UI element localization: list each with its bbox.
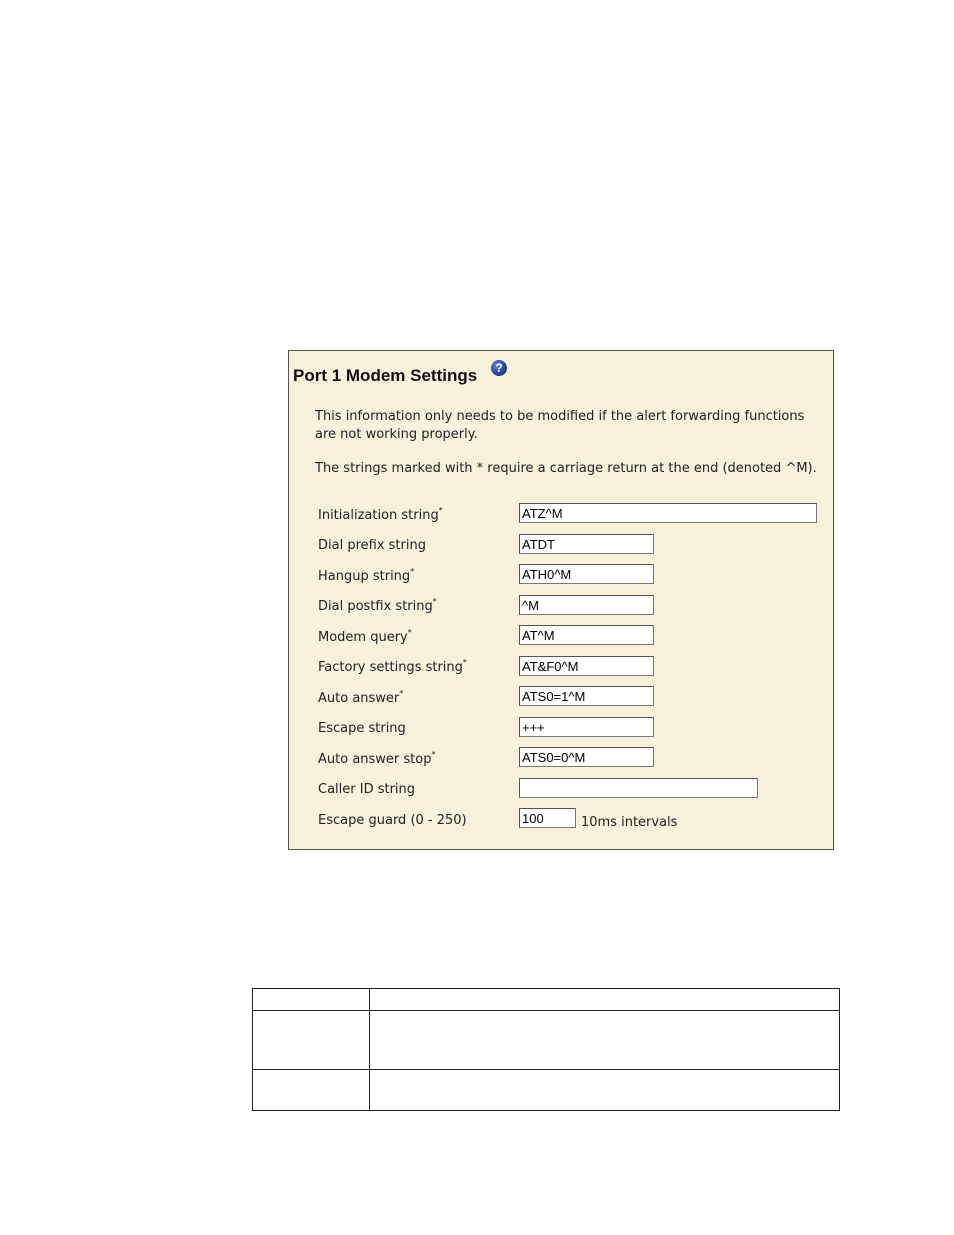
required-asterisk: * xyxy=(399,689,404,698)
caller-id-label: Caller ID string xyxy=(318,782,416,797)
auto-answer-stop-label: Auto answer stop* xyxy=(318,750,436,767)
table-cell xyxy=(253,989,370,1011)
info-text xyxy=(315,408,804,444)
panel-title: Port 1 Modem Settings xyxy=(293,366,478,385)
dial-prefix-input[interactable] xyxy=(519,534,654,554)
escape-guard-label: Escape guard (0 - 250) xyxy=(318,813,467,828)
table-cell xyxy=(253,1070,370,1111)
table-cell xyxy=(370,989,840,1011)
required-asterisk: * xyxy=(410,567,415,576)
hangup-string-label: Hangup string* xyxy=(318,567,415,584)
factory-settings-label: Factory settings string* xyxy=(318,658,467,675)
info-line-2: are not working properly. xyxy=(315,427,478,442)
help-icon[interactable]: ? xyxy=(491,360,507,376)
required-asterisk: * xyxy=(432,597,437,606)
escape-guard-unit: 10ms intervals xyxy=(581,815,678,830)
auto-answer-label: Auto answer* xyxy=(318,689,404,706)
table-cell xyxy=(370,1070,840,1111)
auto-answer-stop-input[interactable] xyxy=(519,747,654,767)
required-asterisk: * xyxy=(431,750,436,759)
auto-answer-input[interactable] xyxy=(519,686,654,706)
table-cell xyxy=(253,1011,370,1070)
init-string-input[interactable] xyxy=(519,503,817,523)
escape-guard-input[interactable] xyxy=(519,808,576,828)
table-cell xyxy=(370,1011,840,1070)
description-table xyxy=(252,988,840,1111)
info-note: The strings marked with * require a carriage return at the end (denoted ^M). xyxy=(315,461,817,476)
modem-query-input[interactable] xyxy=(519,625,654,645)
modem-query-label: Modem query* xyxy=(318,628,412,645)
caller-id-input[interactable] xyxy=(519,778,758,798)
dial-prefix-label: Dial prefix string xyxy=(318,538,426,553)
table-row xyxy=(253,1070,840,1111)
table-row xyxy=(253,1011,840,1070)
required-asterisk: * xyxy=(462,658,467,667)
dial-postfix-input[interactable] xyxy=(519,595,654,615)
hangup-string-input[interactable] xyxy=(519,564,654,584)
required-asterisk: * xyxy=(438,506,443,515)
info-line-1: This information only needs to be modified if the alert forwarding functions xyxy=(315,409,805,424)
escape-string-input[interactable] xyxy=(519,717,654,737)
init-string-label: Initialization string* xyxy=(318,506,443,523)
escape-string-label: Escape string xyxy=(318,721,406,736)
dial-postfix-label: Dial postfix string* xyxy=(318,597,437,614)
modem-settings-panel xyxy=(288,350,834,850)
factory-settings-input[interactable] xyxy=(519,656,654,676)
required-asterisk: * xyxy=(407,628,412,637)
table-row xyxy=(253,989,840,1011)
